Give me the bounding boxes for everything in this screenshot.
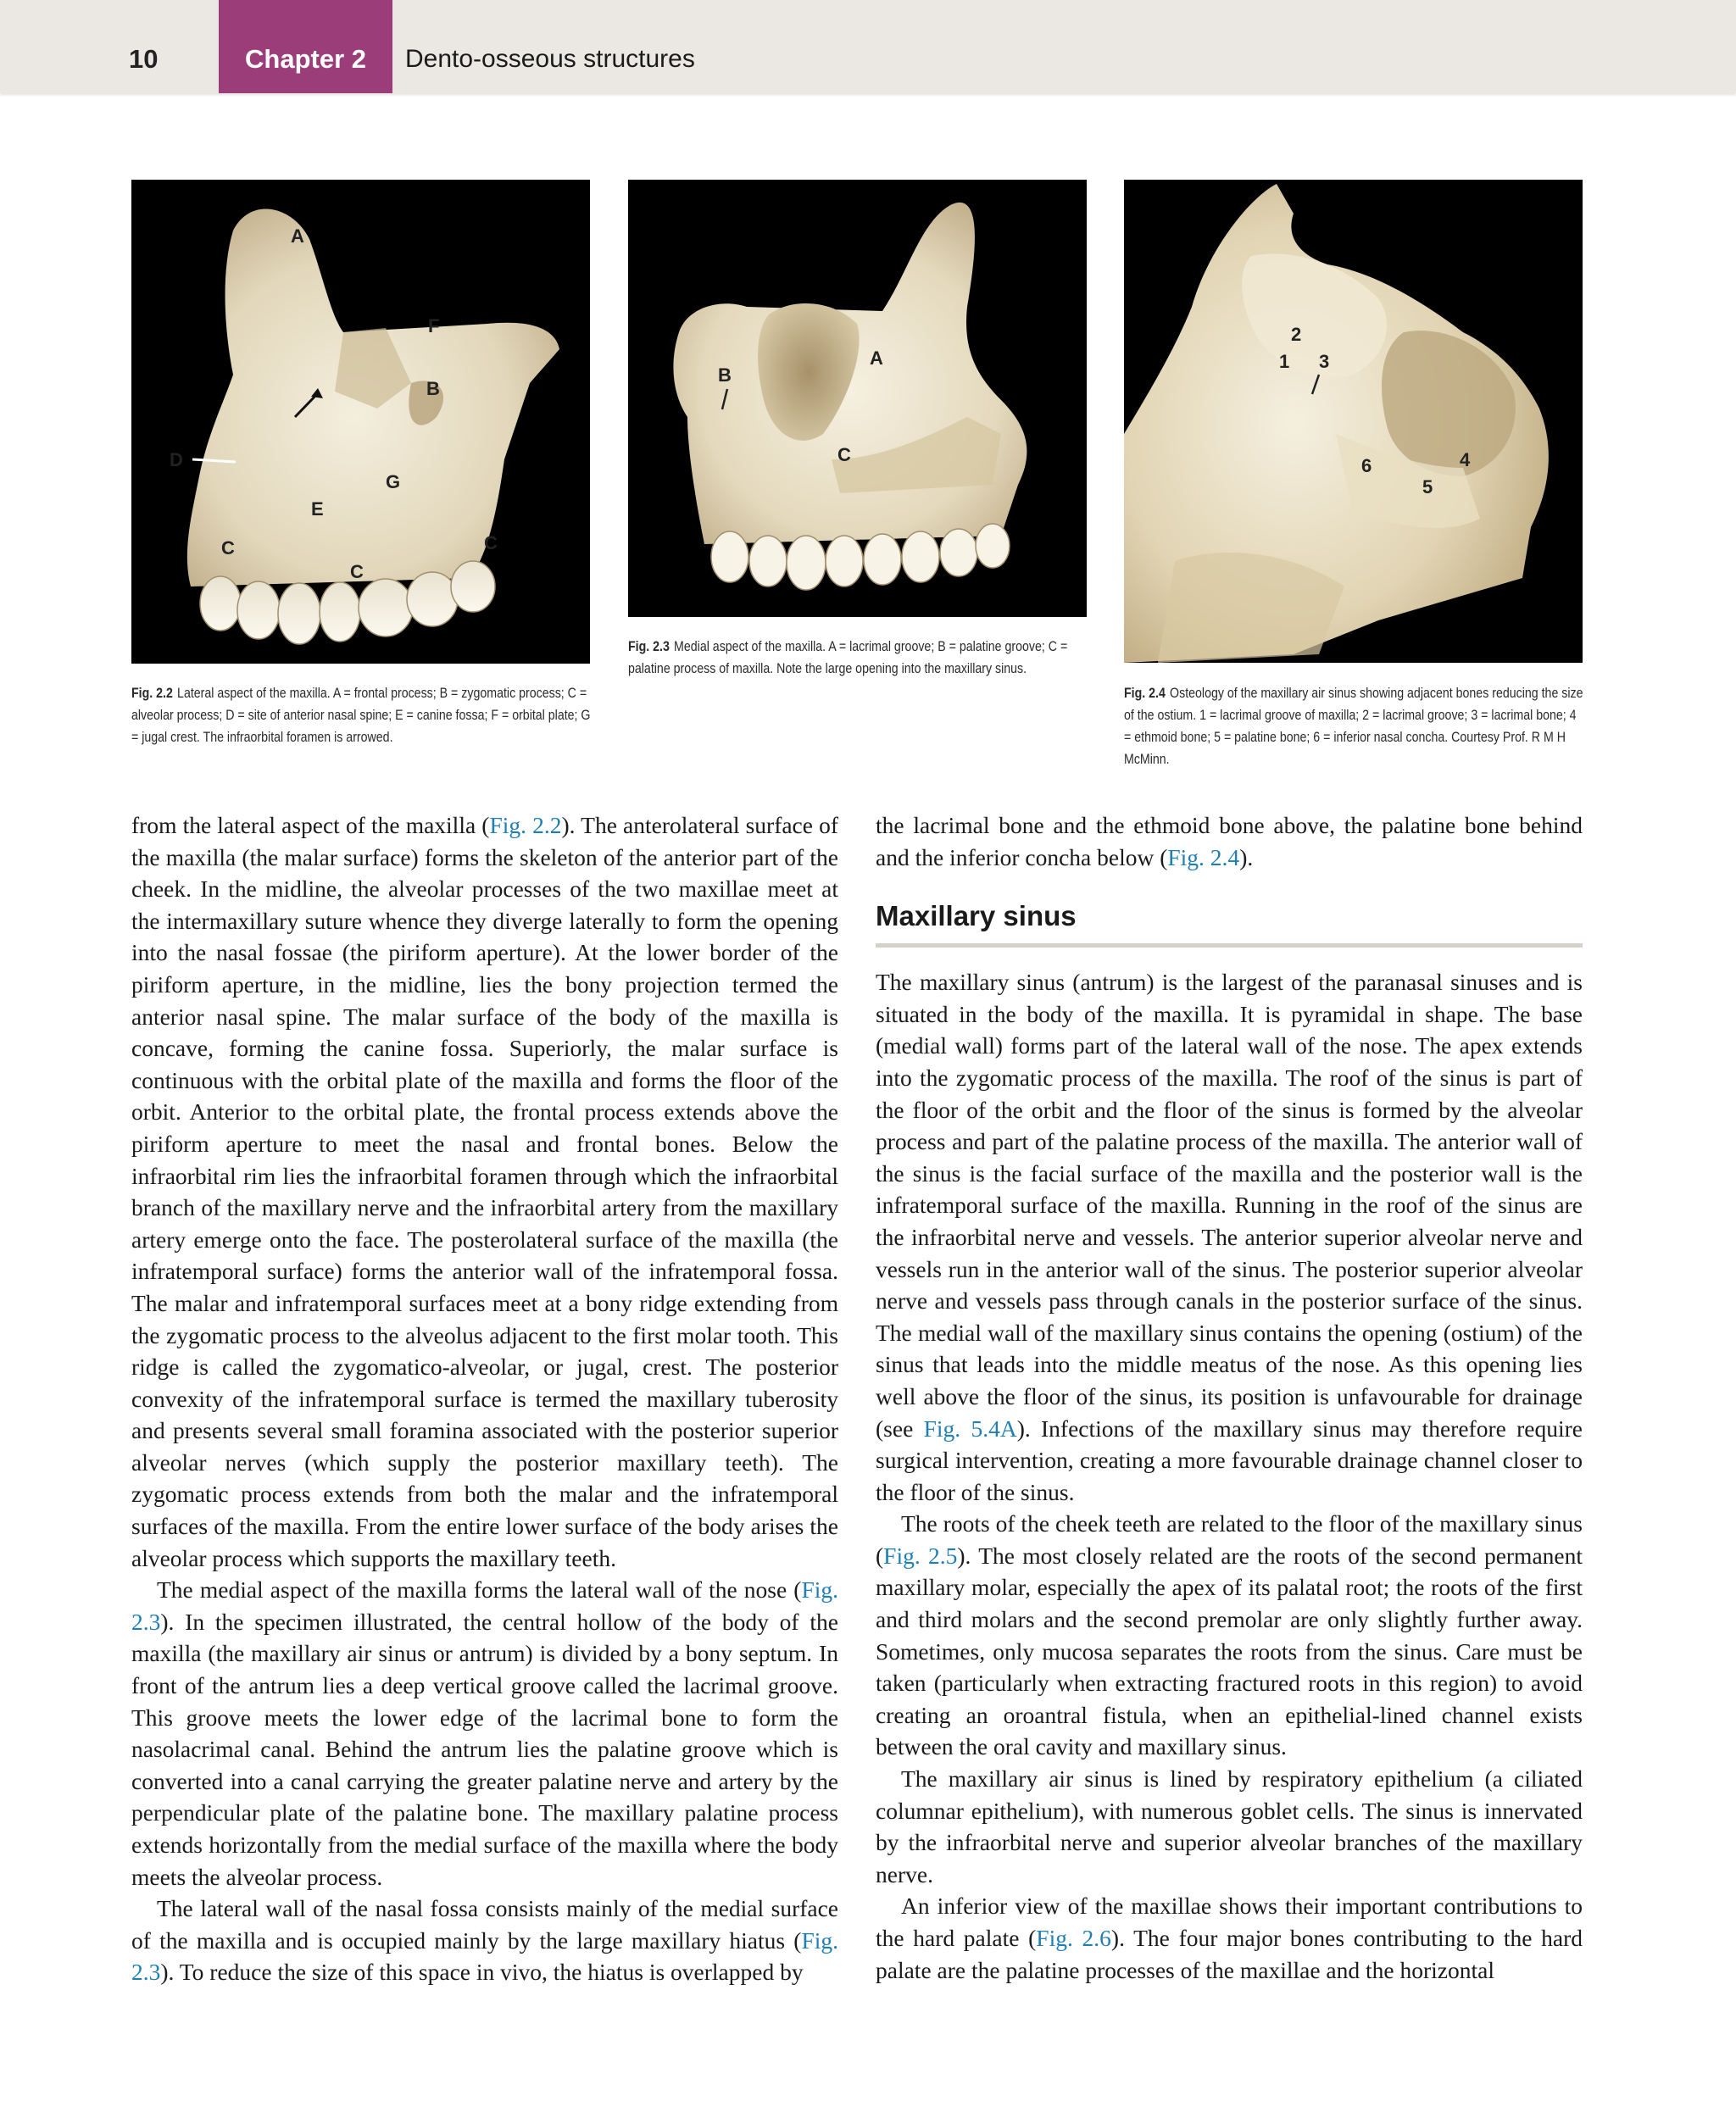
left-paragraph-2 bbox=[131, 1574, 838, 1893]
fig23-label-a: A bbox=[870, 347, 883, 369]
fig22-label-c3: C bbox=[350, 561, 364, 582]
fig24-label-5: 5 bbox=[1422, 476, 1433, 498]
text-run: The lateral wall of the nasal fossa consists mainly of the medial surface of the maxilla and is occupied mainly by the large maxillary hiatus ( bbox=[131, 1895, 838, 1954]
fig22-label-b: B bbox=[426, 378, 440, 399]
figure-2-4-photo bbox=[1124, 180, 1583, 663]
right-paragraph-1 bbox=[876, 809, 1583, 873]
text-run: ). In the specimen illustrated, the central hollow of the body of the maxilla (the maxillary air sinus or antrum) is divided by a bony septum. In front of the antrum lies a deep vertical groove called the lacrimal groove. This groove meets the lower edge of the lacrimal bone to form the nasolacrimal canal. Behind the antrum lies the palatine groove which is converted into a canal carrying the greater palatine nerve and artery by the perpendicular plate of the palatine bone. The maxillary palatine process extends horizontally from the medial surface of the maxilla where the body meets the alveolar process. bbox=[131, 1608, 838, 1890]
section-heading: Maxillary sinus bbox=[876, 900, 1077, 932]
fig-2-3-link[interactable]: Fig. 2.3 bbox=[131, 1926, 838, 1986]
figure-2-2-photo bbox=[131, 180, 590, 664]
fig22-label-d: D bbox=[170, 449, 183, 470]
right-text-column bbox=[876, 809, 1583, 1986]
left-paragraph-1 bbox=[131, 809, 838, 1574]
fig24-label-6: 6 bbox=[1361, 455, 1372, 476]
figure-2-2-caption bbox=[131, 682, 591, 748]
chapter-tab bbox=[219, 0, 392, 93]
figure-2-2-number: Fig. 2.2 bbox=[131, 686, 173, 701]
figure-2-4-caption bbox=[1124, 682, 1583, 770]
text-run: The maxillary sinus (antrum) is the largest of the paranasal sinuses and is situated in the body of the maxilla. It is pyramidal in shape. The base (medial wall) forms part of the lateral wall of the nose. The apex extends into the zygomatic process of the maxilla. The roof of the sinus is part of the floor of the orbit and the floor of the sinus is formed by the alveolar process and part of the palatine process of the maxilla. The anterior wall of the sinus is the facial surface of the maxilla and the posterior wall is the infratemporal surface of the maxilla. Running in the roof of the sinus are the infraorbital nerve and vessels. The anterior superior alveolar nerve and vessels run in the anterior wall of the sinus. The posterior superior alveolar nerve and vessels pass through canals in the posterior surface of the sinus. The medial wall of the maxillary sinus contains the opening (ostium) of the sinus that leads into the middle meatus of the nose. As this opening lies well above the floor of the sinus, its position is unfavourable for drainage (see bbox=[876, 969, 1583, 1442]
figure-2-3-caption-text: Medial aspect of the maxilla. A = lacrimal groove; B = palatine groove; C = palatine process of maxilla. Note the large opening into the maxillary sinus. bbox=[628, 639, 1068, 676]
text-run: The medial aspect of the maxilla forms the lateral wall of the nose ( bbox=[157, 1576, 802, 1604]
right-paragraph-3 bbox=[876, 1508, 1583, 1763]
figure-2-3-number: Fig. 2.3 bbox=[628, 639, 670, 654]
text-run: ). To reduce the size of this space in vivo, the hiatus is overlapped by bbox=[160, 1959, 804, 1986]
text-run: ). The most closely related are the roots of the second permanent maxillary molar, especially the apex of its palatal root; the roots of the first and third molars and the second premolar are only slightly further away. Sometimes, only mucosa separates the roots from the sinus. Care must be taken (particularly when extracting fractured roots in this region) to avoid creating an oroantral fistula, when an epithelial-lined channel exists between the oral cavity and maxillary sinus. bbox=[876, 1542, 1583, 1760]
text-run: ). Infections of the maxillary sinus may therefore require surgical intervention, creating a more favourable drainage channel closer to the floor of the sinus. bbox=[876, 1415, 1583, 1505]
right-paragraph-4: The maxillary air sinus is lined by respiratory epithelium (a ciliated columnar epithelium), with numerous goblet cells. The sinus is innervated by the infraorbital nerve and superior alveolar branches of the maxillary nerve. bbox=[876, 1765, 1583, 1887]
text-run: the lacrimal bone and the ethmoid bone above, the palatine bone behind and the inferior concha below ( bbox=[876, 812, 1583, 870]
fig-2-4-link[interactable]: Fig. 2.4 bbox=[1167, 843, 1240, 870]
right-paragraph-2 bbox=[876, 966, 1583, 1508]
fig24-label-4: 4 bbox=[1460, 449, 1471, 470]
running-header bbox=[0, 0, 1736, 93]
fig23-label-b: B bbox=[718, 364, 732, 386]
text-run: ). The four major bones contributing to the hard palate are the palatine processes of the maxillae and the horizontal bbox=[876, 1925, 1583, 1983]
chapter-title: Dento-osseous structures bbox=[405, 45, 695, 73]
fig22-label-a: A bbox=[291, 225, 304, 247]
figure-2-4-caption-text: Osteology of the maxillary air sinus showing adjacent bones reducing the size of the ostium. 1 = lacrimal groove of maxilla; 2 = lacrimal groove; 3 = lacrimal bone; 4 = ethmoid bone; 5 = palatine bone; 6 = inferior nasal concha. Courtesy Prof. R M H McMinn. bbox=[1124, 686, 1583, 767]
fig22-label-c2: C bbox=[484, 532, 498, 553]
page-number: 10 bbox=[129, 44, 159, 74]
figure-2-4-number: Fig. 2.4 bbox=[1124, 686, 1166, 701]
text-run: The roots of the cheek teeth are related to the floor of the maxillary sinus ( bbox=[876, 1510, 1583, 1569]
text-run: An inferior view of the maxillae shows their important contributions to the hard palate ( bbox=[876, 1893, 1583, 1951]
fig24-label-2: 2 bbox=[1291, 324, 1302, 345]
left-text-column bbox=[131, 809, 838, 1988]
fig22-label-f: F bbox=[428, 315, 440, 336]
fig-2-3-link[interactable]: Fig. 2.3 bbox=[131, 1576, 838, 1635]
fig22-label-c1: C bbox=[221, 537, 235, 559]
fig22-label-g: G bbox=[386, 471, 401, 492]
figure-2-3-photo bbox=[628, 180, 1087, 617]
fig24-label-3: 3 bbox=[1319, 351, 1330, 372]
fig24-label-1: 1 bbox=[1279, 351, 1290, 372]
fig-2-6-link[interactable]: Fig. 2.6 bbox=[1036, 1925, 1111, 1951]
fig22-label-e: E bbox=[311, 498, 324, 520]
right-paragraph-5 bbox=[876, 1890, 1583, 1986]
text-run: ). The anterolateral surface of the maxilla (the malar surface) forms the skeleton of the anterior part of the cheek. In the midline, the alveolar processes of the two maxillae meet at the intermaxillary suture whence they diverge laterally to form the opening into the nasal fossae (the piriform aperture). At the lower border of the piriform aperture, in the midline, lies the bony projection termed the anterior nasal spine. The malar surface of the body of the maxilla is concave, forming the canine fossa. Superiorly, the malar surface is continuous with the orbital plate of the maxilla and forms the floor of the orbit. Anterior to the orbital plate, the frontal process extends above the piriform aperture to meet the nasal and frontal bones. Below the infraorbital rim lies the infraorbital foramen through which the infraorbital branch of the maxillary nerve and the infraorbital artery from the maxillary artery emerge onto the face. The posterolateral surface of the maxilla (the infratemporal surface) forms the anterior wall of the infratemporal fossa. The malar and infratemporal surfaces meet at a bony ridge extending from the zygomatic process to the alveolus adjacent to the first molar tooth. This ridge is called the zygomatico-alveolar, or jugal, crest. The posterior convexity of the infratemporal surface is termed the maxillary tuberosity and presents several small foramina associated with the posterior superior alveolar nerves (which supply the posterior maxillary teeth). The zygomatic process extends from both the malar and the infratemporal surfaces of the maxilla. From the entire lower surface of the body arises the alveolar process which supports the maxillary teeth. bbox=[131, 812, 838, 1571]
figure-2-2-caption-text: Lateral aspect of the maxilla. A = frontal process; B = zygomatic process; C = alveolar process; D = site of anterior nasal spine; E = canine fossa; F = orbital plate; G = jugal crest. The infraorbital foramen is arrowed. bbox=[131, 686, 591, 745]
fig-2-2-link[interactable]: Fig. 2.2 bbox=[489, 812, 562, 838]
figure-2-3-caption bbox=[628, 636, 1088, 680]
text-run: ). bbox=[1239, 843, 1254, 870]
fig-2-5-link[interactable]: Fig. 2.5 bbox=[883, 1542, 958, 1569]
fig23-label-c: C bbox=[837, 444, 851, 465]
chapter-label: Chapter 2 bbox=[245, 44, 366, 74]
left-paragraph-3 bbox=[131, 1893, 838, 1988]
text-run: from the lateral aspect of the maxilla ( bbox=[131, 812, 490, 838]
heading-rule bbox=[876, 943, 1583, 948]
fig-5-4a-link[interactable]: Fig. 5.4A bbox=[923, 1415, 1017, 1442]
